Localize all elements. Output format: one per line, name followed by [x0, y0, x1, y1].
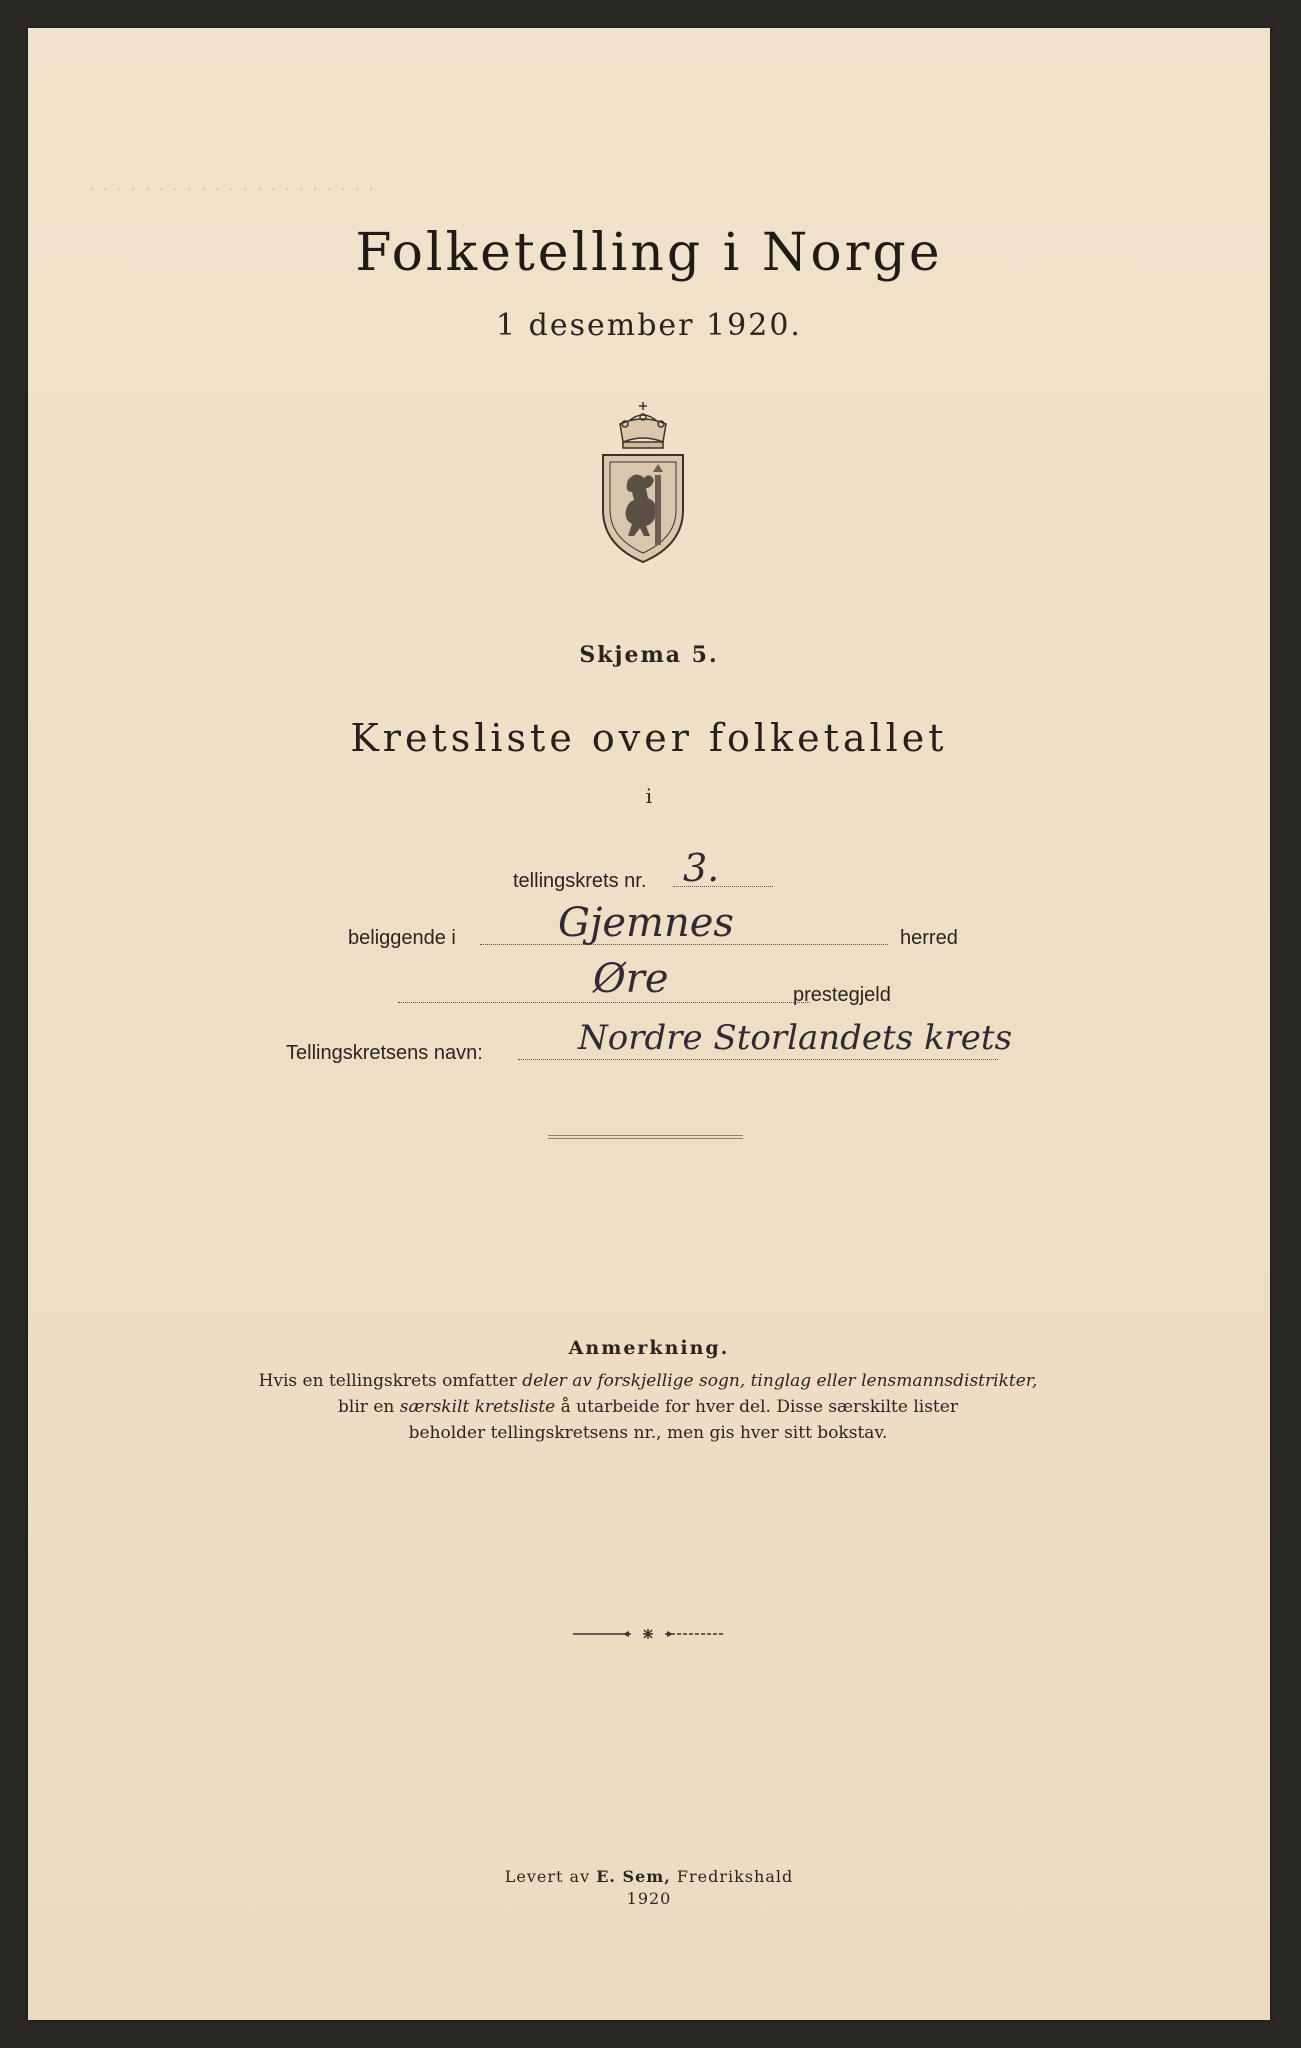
printer-prefix: Levert av: [504, 1867, 597, 1886]
beliggende-label: beliggende i: [348, 927, 456, 949]
printer-city: Fredrikshald: [670, 1867, 794, 1886]
note-line-2: [208, 1394, 1088, 1420]
prestegjeld-label: prestegjeld: [793, 984, 891, 1006]
tellingskrets-label: tellingskrets nr.: [513, 870, 647, 892]
note-line-1-italic: deler av forskjellige sogn, tinglag eller lensmannsdistrikter,: [522, 1371, 1038, 1391]
herred-name: Gjemnes: [558, 900, 734, 946]
note-text: [208, 1368, 1088, 1446]
note-title: Anmerkning.: [568, 1337, 730, 1359]
form-heading: Kretsliste over folketallet: [350, 716, 948, 760]
printer-year: 1920: [626, 1889, 672, 1908]
printer-line: [28, 1866, 1270, 1888]
note-line-3: beholder tellingskretsens nr., men gis hver sitt bokstav.: [408, 1423, 888, 1443]
prestegjeld-name: Øre: [593, 956, 669, 1002]
note-line-2-plain: blir en: [338, 1397, 400, 1417]
document-title: Folketelling i Norge: [355, 223, 943, 283]
prestegjeld-line: [398, 1002, 810, 1003]
bleed-through-marks: · · · · · · · · · · · · · · · · · · · · ·: [88, 178, 375, 203]
printer-name: E. Sem,: [596, 1867, 671, 1886]
census-date: 1 desember 1920.: [496, 308, 802, 343]
census-form-page: [28, 28, 1270, 2020]
kretsnavn-line: [518, 1059, 998, 1060]
tellingskrets-number: 3.: [683, 846, 720, 890]
kretsnavn-value: Nordre Storlandets krets: [578, 1018, 1013, 1058]
divider-rule: [548, 1135, 743, 1139]
kretsnavn-label: Tellingskretsens navn:: [286, 1042, 483, 1064]
note-line-1-plain: Hvis en tellingskrets omfatter: [258, 1371, 523, 1391]
norwegian-coat-of-arms-icon: [593, 400, 693, 565]
schema-number: Skjema 5.: [579, 642, 719, 668]
note-line-2-italic: særskilt kretsliste: [399, 1397, 556, 1417]
ornament-divider-icon: [573, 1626, 723, 1642]
preposition-text: i: [645, 784, 653, 808]
note-line-1: [208, 1368, 1088, 1394]
herred-label: herred: [900, 927, 958, 949]
note-line-2-rest: å utarbeide for hver del. Disse særskilte lister: [555, 1397, 958, 1417]
printer-imprint: [28, 1866, 1270, 1910]
